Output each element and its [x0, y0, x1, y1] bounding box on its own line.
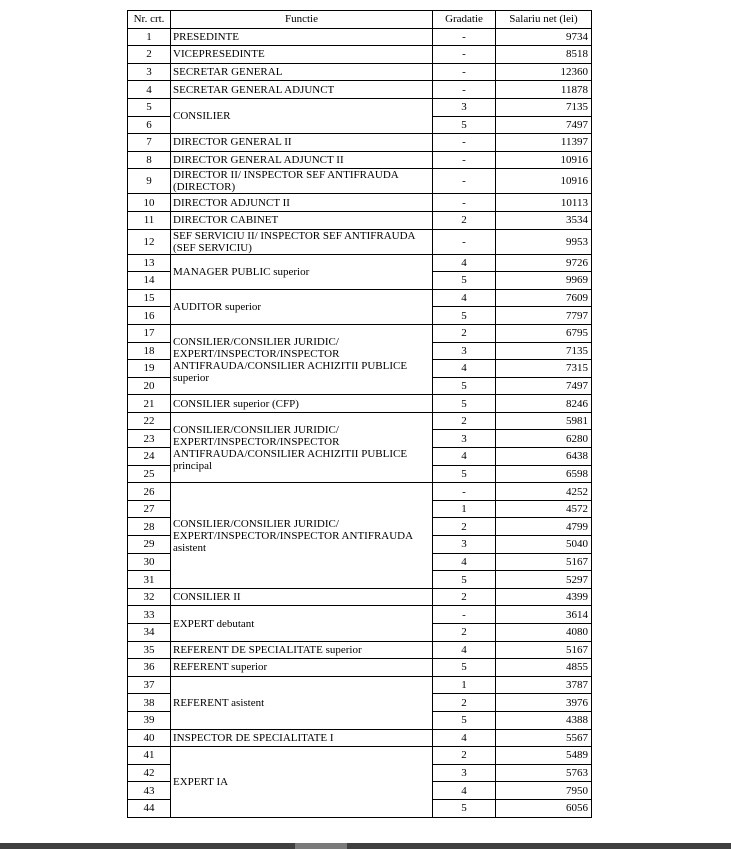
function-cell: EXPERT debutant — [171, 606, 433, 641]
salary-table-body — [128, 11, 592, 818]
salary-cell: 5567 — [496, 729, 592, 747]
salary-cell: 4080 — [496, 624, 592, 642]
salary-cell: 4388 — [496, 711, 592, 729]
function-cell: CONSILIER/CONSILIER JURIDIC/ EXPERT/INSPECTOR/INSPECTOR ANTIFRAUDA/CONSILIER ACHIZITII PUBLICE superior — [171, 324, 433, 394]
row-number: 23 — [128, 430, 171, 448]
grade-cell: - — [433, 28, 496, 46]
row-number: 4 — [128, 81, 171, 99]
function-cell: INSPECTOR DE SPECIALITATE I — [171, 729, 433, 747]
salary-cell: 9726 — [496, 254, 592, 272]
function-cell: REFERENT DE SPECIALITATE superior — [171, 641, 433, 659]
scrollbar-thumb[interactable] — [295, 843, 347, 849]
grade-cell: 3 — [433, 536, 496, 554]
row-number: 38 — [128, 694, 171, 712]
grade-cell: 5 — [433, 799, 496, 817]
salary-cell: 7315 — [496, 360, 592, 378]
row-number: 26 — [128, 483, 171, 501]
row-number: 21 — [128, 395, 171, 413]
row-number: 44 — [128, 799, 171, 817]
grade-cell: - — [433, 194, 496, 212]
salary-cell: 12360 — [496, 63, 592, 81]
salary-cell: 5040 — [496, 536, 592, 554]
table-row — [128, 81, 592, 99]
salary-cell: 9953 — [496, 229, 592, 254]
header-nr: Nr. crt. — [128, 11, 171, 29]
salary-cell: 7797 — [496, 307, 592, 325]
grade-cell: 5 — [433, 571, 496, 589]
grade-cell: 4 — [433, 289, 496, 307]
salary-cell: 8246 — [496, 395, 592, 413]
table-row — [128, 63, 592, 81]
salary-cell: 5167 — [496, 553, 592, 571]
row-number: 15 — [128, 289, 171, 307]
table-row — [128, 194, 592, 212]
row-number: 1 — [128, 28, 171, 46]
row-number: 25 — [128, 465, 171, 483]
grade-cell: 5 — [433, 395, 496, 413]
grade-cell: 2 — [433, 518, 496, 536]
grade-cell: 2 — [433, 588, 496, 606]
table-row — [128, 395, 592, 413]
grade-cell: - — [433, 134, 496, 152]
table-row — [128, 747, 592, 765]
header-grade: Gradatie — [433, 11, 496, 29]
row-number: 11 — [128, 211, 171, 229]
salary-cell: 4799 — [496, 518, 592, 536]
salary-cell: 3976 — [496, 694, 592, 712]
row-number: 12 — [128, 229, 171, 254]
salary-cell: 3534 — [496, 211, 592, 229]
table-row — [128, 606, 592, 624]
row-number: 7 — [128, 134, 171, 152]
table-row — [128, 729, 592, 747]
grade-cell: 5 — [433, 307, 496, 325]
grade-cell: 4 — [433, 448, 496, 466]
row-number: 34 — [128, 624, 171, 642]
table-row — [128, 588, 592, 606]
grade-cell: 4 — [433, 729, 496, 747]
table-row — [128, 676, 592, 694]
row-number: 32 — [128, 588, 171, 606]
grade-cell: 1 — [433, 500, 496, 518]
function-cell: PRESEDINTE — [171, 28, 433, 46]
grade-cell: 3 — [433, 430, 496, 448]
table-row — [128, 412, 592, 430]
function-cell: SECRETAR GENERAL ADJUNCT — [171, 81, 433, 99]
salary-cell: 5297 — [496, 571, 592, 589]
grade-cell: - — [433, 606, 496, 624]
row-number: 18 — [128, 342, 171, 360]
grade-cell: 2 — [433, 694, 496, 712]
grade-cell: 2 — [433, 747, 496, 765]
table-row — [128, 289, 592, 307]
salary-cell: 5167 — [496, 641, 592, 659]
function-cell: DIRECTOR II/ INSPECTOR SEF ANTIFRAUDA (DIRECTOR) — [171, 169, 433, 194]
salary-cell: 6056 — [496, 799, 592, 817]
salary-cell: 8518 — [496, 46, 592, 64]
salary-cell: 10113 — [496, 194, 592, 212]
row-number: 30 — [128, 553, 171, 571]
function-cell: REFERENT superior — [171, 659, 433, 677]
salary-cell: 5981 — [496, 412, 592, 430]
row-number: 36 — [128, 659, 171, 677]
row-number: 2 — [128, 46, 171, 64]
row-number: 42 — [128, 764, 171, 782]
salary-cell: 4572 — [496, 500, 592, 518]
row-number: 10 — [128, 194, 171, 212]
header-function: Functie — [171, 11, 433, 29]
table-row — [128, 46, 592, 64]
table-row — [128, 641, 592, 659]
function-cell: EXPERT IA — [171, 747, 433, 817]
grade-cell: 5 — [433, 116, 496, 134]
row-number: 24 — [128, 448, 171, 466]
salary-cell: 4855 — [496, 659, 592, 677]
grade-cell: 2 — [433, 624, 496, 642]
table-row — [128, 169, 592, 194]
grade-cell: - — [433, 81, 496, 99]
row-number: 9 — [128, 169, 171, 194]
row-number: 6 — [128, 116, 171, 134]
row-number: 5 — [128, 98, 171, 116]
function-cell: CONSILIER superior (CFP) — [171, 395, 433, 413]
row-number: 17 — [128, 324, 171, 342]
row-number: 35 — [128, 641, 171, 659]
salary-cell: 10916 — [496, 169, 592, 194]
grade-cell: 2 — [433, 324, 496, 342]
grade-cell: 5 — [433, 711, 496, 729]
function-cell: DIRECTOR GENERAL ADJUNCT II — [171, 151, 433, 169]
row-number: 37 — [128, 676, 171, 694]
row-number: 19 — [128, 360, 171, 378]
grade-cell: 5 — [433, 272, 496, 290]
function-cell: DIRECTOR CABINET — [171, 211, 433, 229]
table-row — [128, 483, 592, 501]
salary-cell: 6795 — [496, 324, 592, 342]
salary-cell: 7950 — [496, 782, 592, 800]
row-number: 33 — [128, 606, 171, 624]
function-cell: VICEPRESEDINTE — [171, 46, 433, 64]
grade-cell: 4 — [433, 553, 496, 571]
function-cell: CONSILIER — [171, 98, 433, 133]
row-number: 39 — [128, 711, 171, 729]
grade-cell: 4 — [433, 782, 496, 800]
function-cell: DIRECTOR ADJUNCT II — [171, 194, 433, 212]
salary-cell: 3787 — [496, 676, 592, 694]
salary-cell: 6598 — [496, 465, 592, 483]
row-number: 8 — [128, 151, 171, 169]
salary-cell: 7497 — [496, 116, 592, 134]
salary-cell: 4252 — [496, 483, 592, 501]
table-row — [128, 211, 592, 229]
function-cell: CONSILIER/CONSILIER JURIDIC/ EXPERT/INSPECTOR/INSPECTOR ANTIFRAUDA asistent — [171, 483, 433, 589]
table-row — [128, 659, 592, 677]
row-number: 3 — [128, 63, 171, 81]
salary-cell: 6280 — [496, 430, 592, 448]
row-number: 31 — [128, 571, 171, 589]
grade-cell: - — [433, 229, 496, 254]
grade-cell: 3 — [433, 98, 496, 116]
row-number: 29 — [128, 536, 171, 554]
row-number: 41 — [128, 747, 171, 765]
row-number: 14 — [128, 272, 171, 290]
row-number: 40 — [128, 729, 171, 747]
function-cell: AUDITOR superior — [171, 289, 433, 324]
grade-cell: 3 — [433, 342, 496, 360]
row-number: 13 — [128, 254, 171, 272]
grade-cell: 3 — [433, 764, 496, 782]
grade-cell: 1 — [433, 676, 496, 694]
table-row — [128, 134, 592, 152]
salary-cell: 4399 — [496, 588, 592, 606]
grade-cell: - — [433, 169, 496, 194]
function-cell: REFERENT asistent — [171, 676, 433, 729]
grade-cell: - — [433, 63, 496, 81]
table-row — [128, 254, 592, 272]
table-row — [128, 324, 592, 342]
grade-cell: 5 — [433, 465, 496, 483]
function-cell: SEF SERVICIU II/ INSPECTOR SEF ANTIFRAUDA (SEF SERVICIU) — [171, 229, 433, 254]
salary-cell: 5489 — [496, 747, 592, 765]
function-cell: CONSILIER II — [171, 588, 433, 606]
salary-cell: 5763 — [496, 764, 592, 782]
grade-cell: - — [433, 46, 496, 64]
grade-cell: 5 — [433, 659, 496, 677]
salary-table — [127, 10, 592, 818]
salary-cell: 7135 — [496, 342, 592, 360]
salary-cell: 11878 — [496, 81, 592, 99]
salary-cell: 7135 — [496, 98, 592, 116]
table-row — [128, 229, 592, 254]
grade-cell: 2 — [433, 412, 496, 430]
salary-cell: 3614 — [496, 606, 592, 624]
row-number: 28 — [128, 518, 171, 536]
grade-cell: 4 — [433, 641, 496, 659]
function-cell: DIRECTOR GENERAL II — [171, 134, 433, 152]
row-number: 27 — [128, 500, 171, 518]
row-number: 16 — [128, 307, 171, 325]
grade-cell: 5 — [433, 377, 496, 395]
horizontal-scrollbar[interactable] — [0, 843, 731, 849]
row-number: 43 — [128, 782, 171, 800]
grade-cell: 4 — [433, 254, 496, 272]
function-cell: MANAGER PUBLIC superior — [171, 254, 433, 289]
row-number: 20 — [128, 377, 171, 395]
grade-cell: 2 — [433, 211, 496, 229]
grade-cell: 4 — [433, 360, 496, 378]
row-number: 22 — [128, 412, 171, 430]
grade-cell: - — [433, 483, 496, 501]
salary-cell: 7497 — [496, 377, 592, 395]
grade-cell: - — [433, 151, 496, 169]
salary-cell: 9734 — [496, 28, 592, 46]
table-row — [128, 28, 592, 46]
salary-cell: 11397 — [496, 134, 592, 152]
salary-cell: 10916 — [496, 151, 592, 169]
table-row — [128, 151, 592, 169]
function-cell: SECRETAR GENERAL — [171, 63, 433, 81]
function-cell: CONSILIER/CONSILIER JURIDIC/ EXPERT/INSPECTOR/INSPECTOR ANTIFRAUDA/CONSILIER ACHIZITII PUBLICE principal — [171, 412, 433, 482]
salary-cell: 9969 — [496, 272, 592, 290]
salary-cell: 7609 — [496, 289, 592, 307]
salary-cell: 6438 — [496, 448, 592, 466]
table-row — [128, 98, 592, 116]
table-header-row — [128, 11, 592, 29]
header-salary: Salariu net (lei) — [496, 11, 592, 29]
